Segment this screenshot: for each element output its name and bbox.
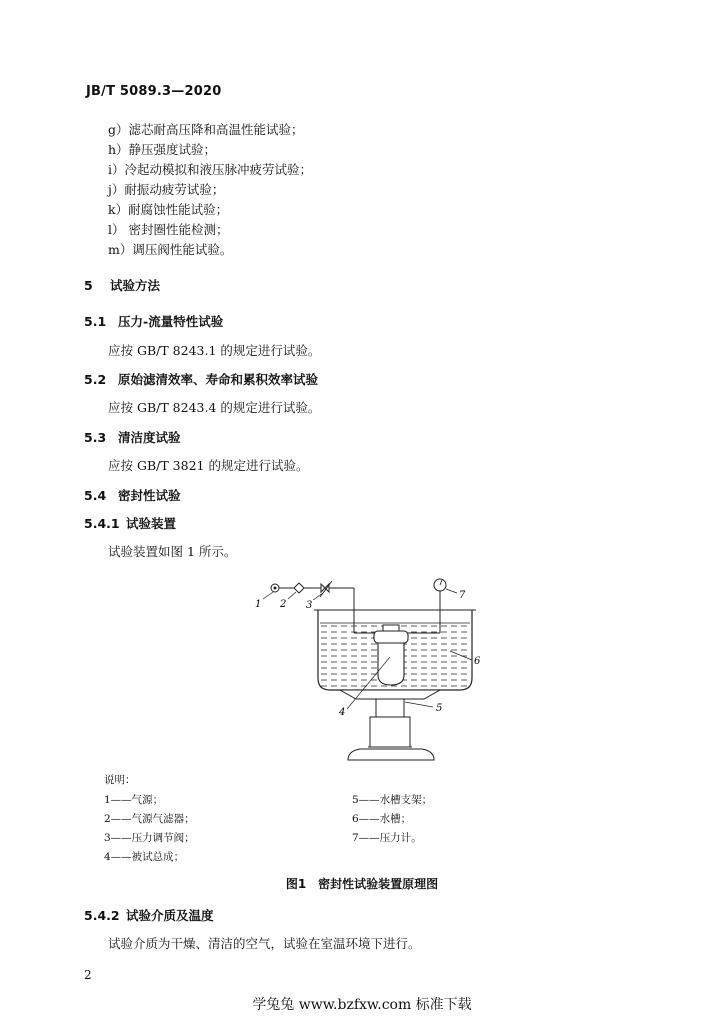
figure-label: 5 (436, 703, 443, 714)
legend-item: 1——气源； (104, 794, 164, 806)
section-text: 试验装置如图 1 所示。 (108, 544, 237, 559)
legend-item: 6——水槽； (352, 813, 412, 825)
figure-caption: 图1 密封性试验装置原理图 (285, 877, 439, 891)
section-heading-5-2: 5.2 原始滤清效率、寿命和累积效率试验 (84, 372, 319, 387)
footer-watermark: 学兔兔 www.bzfxw.com 标准下载 (252, 997, 472, 1013)
list-item: k）耐腐蚀性能试验； (108, 202, 229, 217)
figure-label: 6 (474, 656, 481, 667)
list-item: l） 密封圈性能检测； (108, 222, 229, 237)
section-heading-5-4: 5.4 密封性试验 (84, 488, 181, 503)
section-text: 应按 GB/T 8243.4 的规定进行试验。 (108, 400, 321, 415)
figure-label: 1 (255, 599, 262, 610)
list-item: m）调压阀性能试验。 (108, 242, 233, 257)
section-heading-5-4-1: 5.4.1 试验装置 (84, 516, 177, 531)
section-heading-5-1: 5.1 压力-流量特性试验 (84, 314, 224, 329)
legend-title: 说明： (104, 774, 136, 786)
section-heading-5-3: 5.3 清洁度试验 (84, 430, 181, 445)
section-heading-5-4-2: 5.4.2 试验介质及温度 (84, 908, 214, 923)
section-heading-5: 5 试验方法 (84, 278, 161, 293)
list-item: j）耐振动疲劳试验； (108, 182, 225, 197)
section-text: 应按 GB/T 3821 的规定进行试验。 (108, 458, 309, 473)
list-item: i）冷起动模拟和液压脉冲疲劳试验； (108, 162, 312, 177)
figure-label: 3 (306, 600, 313, 611)
page-number: 2 (84, 968, 92, 982)
figure-label: 4 (339, 707, 346, 718)
list-item: g）滤芯耐高压降和高温性能试验； (108, 122, 304, 137)
figure-seal-test-diagram (250, 575, 490, 770)
section-text: 试验介质为干燥、清洁的空气，试验在室温环境下进行。 (108, 936, 421, 951)
legend-item: 7——压力计。 (352, 832, 422, 844)
figure-label: 2 (280, 599, 287, 610)
section-text: 应按 GB/T 8243.1 的规定进行试验。 (108, 343, 321, 358)
list-item: h）静压强度试验； (108, 142, 217, 157)
legend-item: 5——水槽支架； (352, 794, 433, 806)
legend-item: 2——气源气滤器； (104, 813, 195, 825)
figure-label: 7 (459, 590, 466, 601)
standard-code: JB/T 5089.3—2020 (86, 84, 222, 99)
legend-item: 3——压力调节阀； (104, 832, 195, 844)
legend-item: 4——被试总成； (104, 851, 185, 863)
